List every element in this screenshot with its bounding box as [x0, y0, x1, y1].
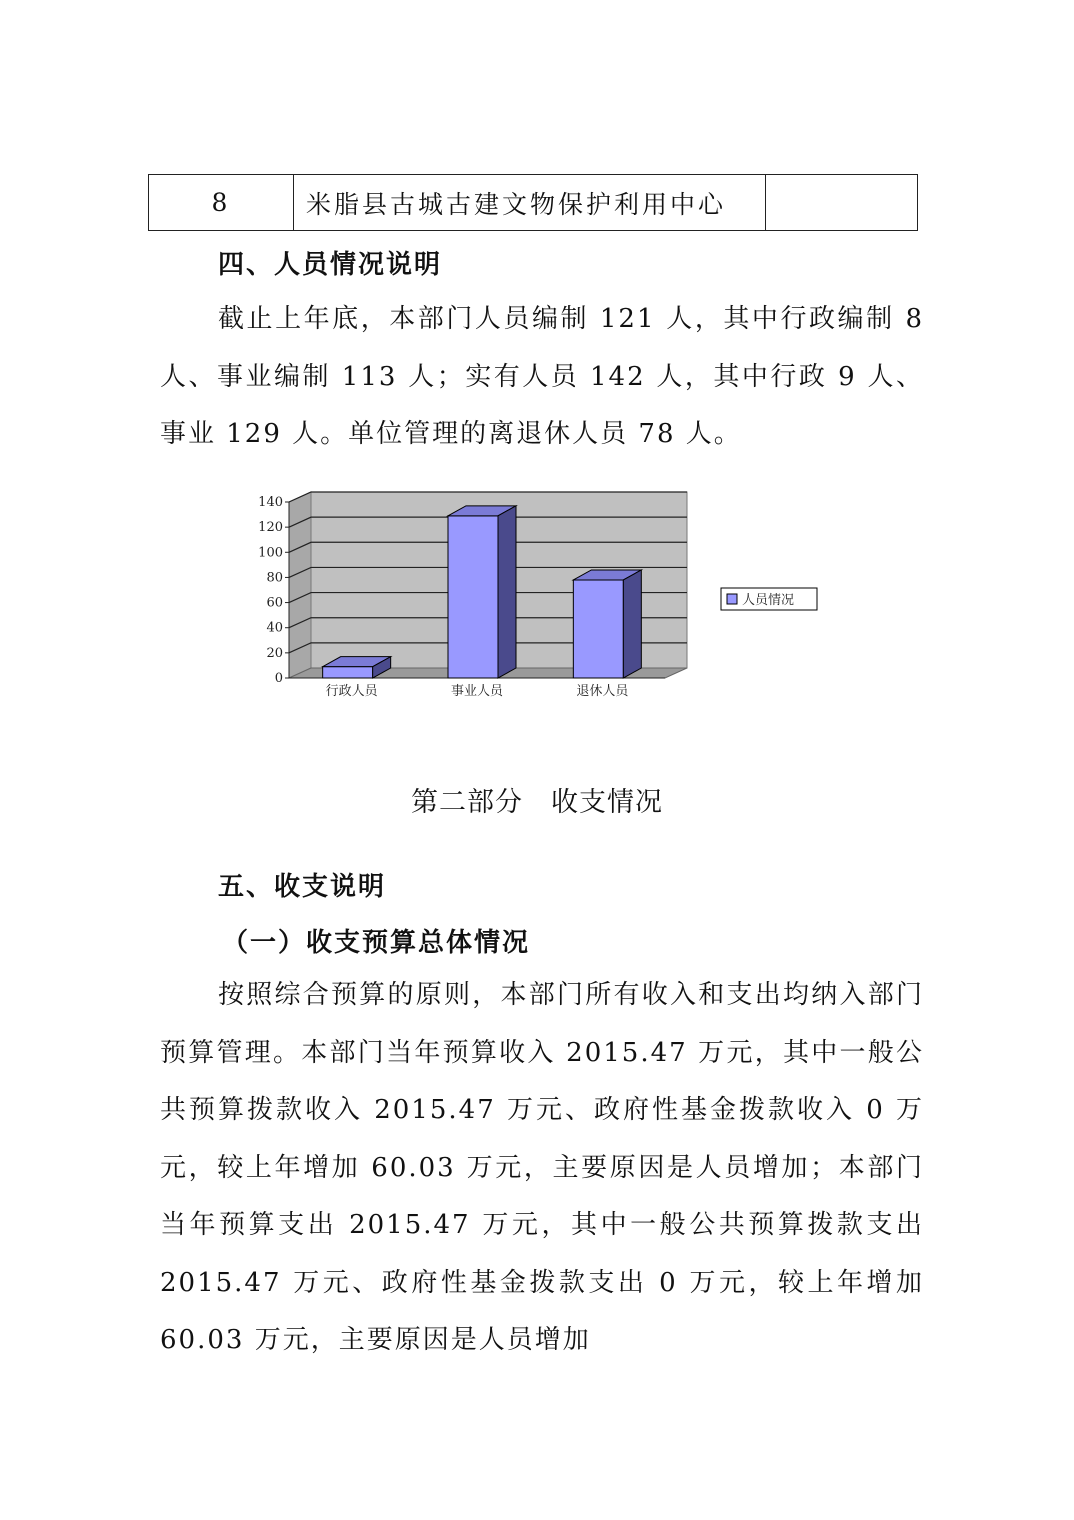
row-note — [766, 175, 917, 230]
y-tick-label: 0 — [274, 671, 283, 686]
budget-paragraph: 按照综合预算的原则，本部门所有收入和支出均纳入部门预算管理。本部门当年预算收入 2015.47 万元，其中一般公共预算拨款收入 2015.47 万元、政府性基金拨款收入 0 万元，较上年增加 60.03 万元，主要原因是人员增加；本部门当年预算支出 2015.47 万元，其中一般公共预算拨款支出 2015.47 万元、政府性基金拨款支出 0 万元，较上年增加 60.03 万元，主要原因是人员增加 — [160, 980, 924, 1355]
unit-table-row — [148, 174, 918, 231]
y-tick-label: 20 — [266, 645, 283, 661]
x-category-label: 事业人员 — [450, 684, 504, 699]
part-title: 第二部分 收支情况 — [411, 787, 663, 818]
bar-front — [448, 516, 498, 678]
y-tick-label: 120 — [258, 520, 283, 536]
bar-side — [498, 506, 516, 678]
bar-side — [623, 570, 641, 678]
personnel-bar-chart-svg — [255, 480, 845, 705]
x-category-label: 行政人员 — [325, 684, 378, 699]
y-tick-label: 80 — [266, 570, 283, 586]
unit-name: 米脂县古城古建文物保护利用中心 — [294, 175, 766, 230]
subheading-budget-overview: （一）收支预算总体情况 — [222, 928, 531, 958]
row-index: 8 — [149, 175, 294, 230]
x-category-label: 退休人员 — [576, 684, 629, 699]
legend-label: 人员情况 — [742, 593, 795, 608]
y-tick-label: 100 — [258, 545, 283, 561]
section-heading-personnel: 四、人员情况说明 — [218, 250, 443, 280]
personnel-paragraph: 截止上年底，本部门人员编制 121 人，其中行政编制 8 人、事业编制 113 人；实有人员 142 人，其中行政 9 人、事业 129 人。单位管理的离退休人员 78 人。 — [160, 304, 924, 449]
legend-swatch — [727, 594, 737, 604]
chart-side-wall — [289, 492, 311, 678]
bar-front — [573, 580, 623, 678]
section-heading-budget: 五、收支说明 — [218, 872, 387, 902]
bar-front — [323, 667, 373, 678]
y-tick-label: 40 — [266, 620, 283, 636]
y-tick-label: 140 — [258, 495, 283, 510]
y-tick-label: 60 — [266, 595, 283, 611]
personnel-chart — [255, 480, 845, 705]
